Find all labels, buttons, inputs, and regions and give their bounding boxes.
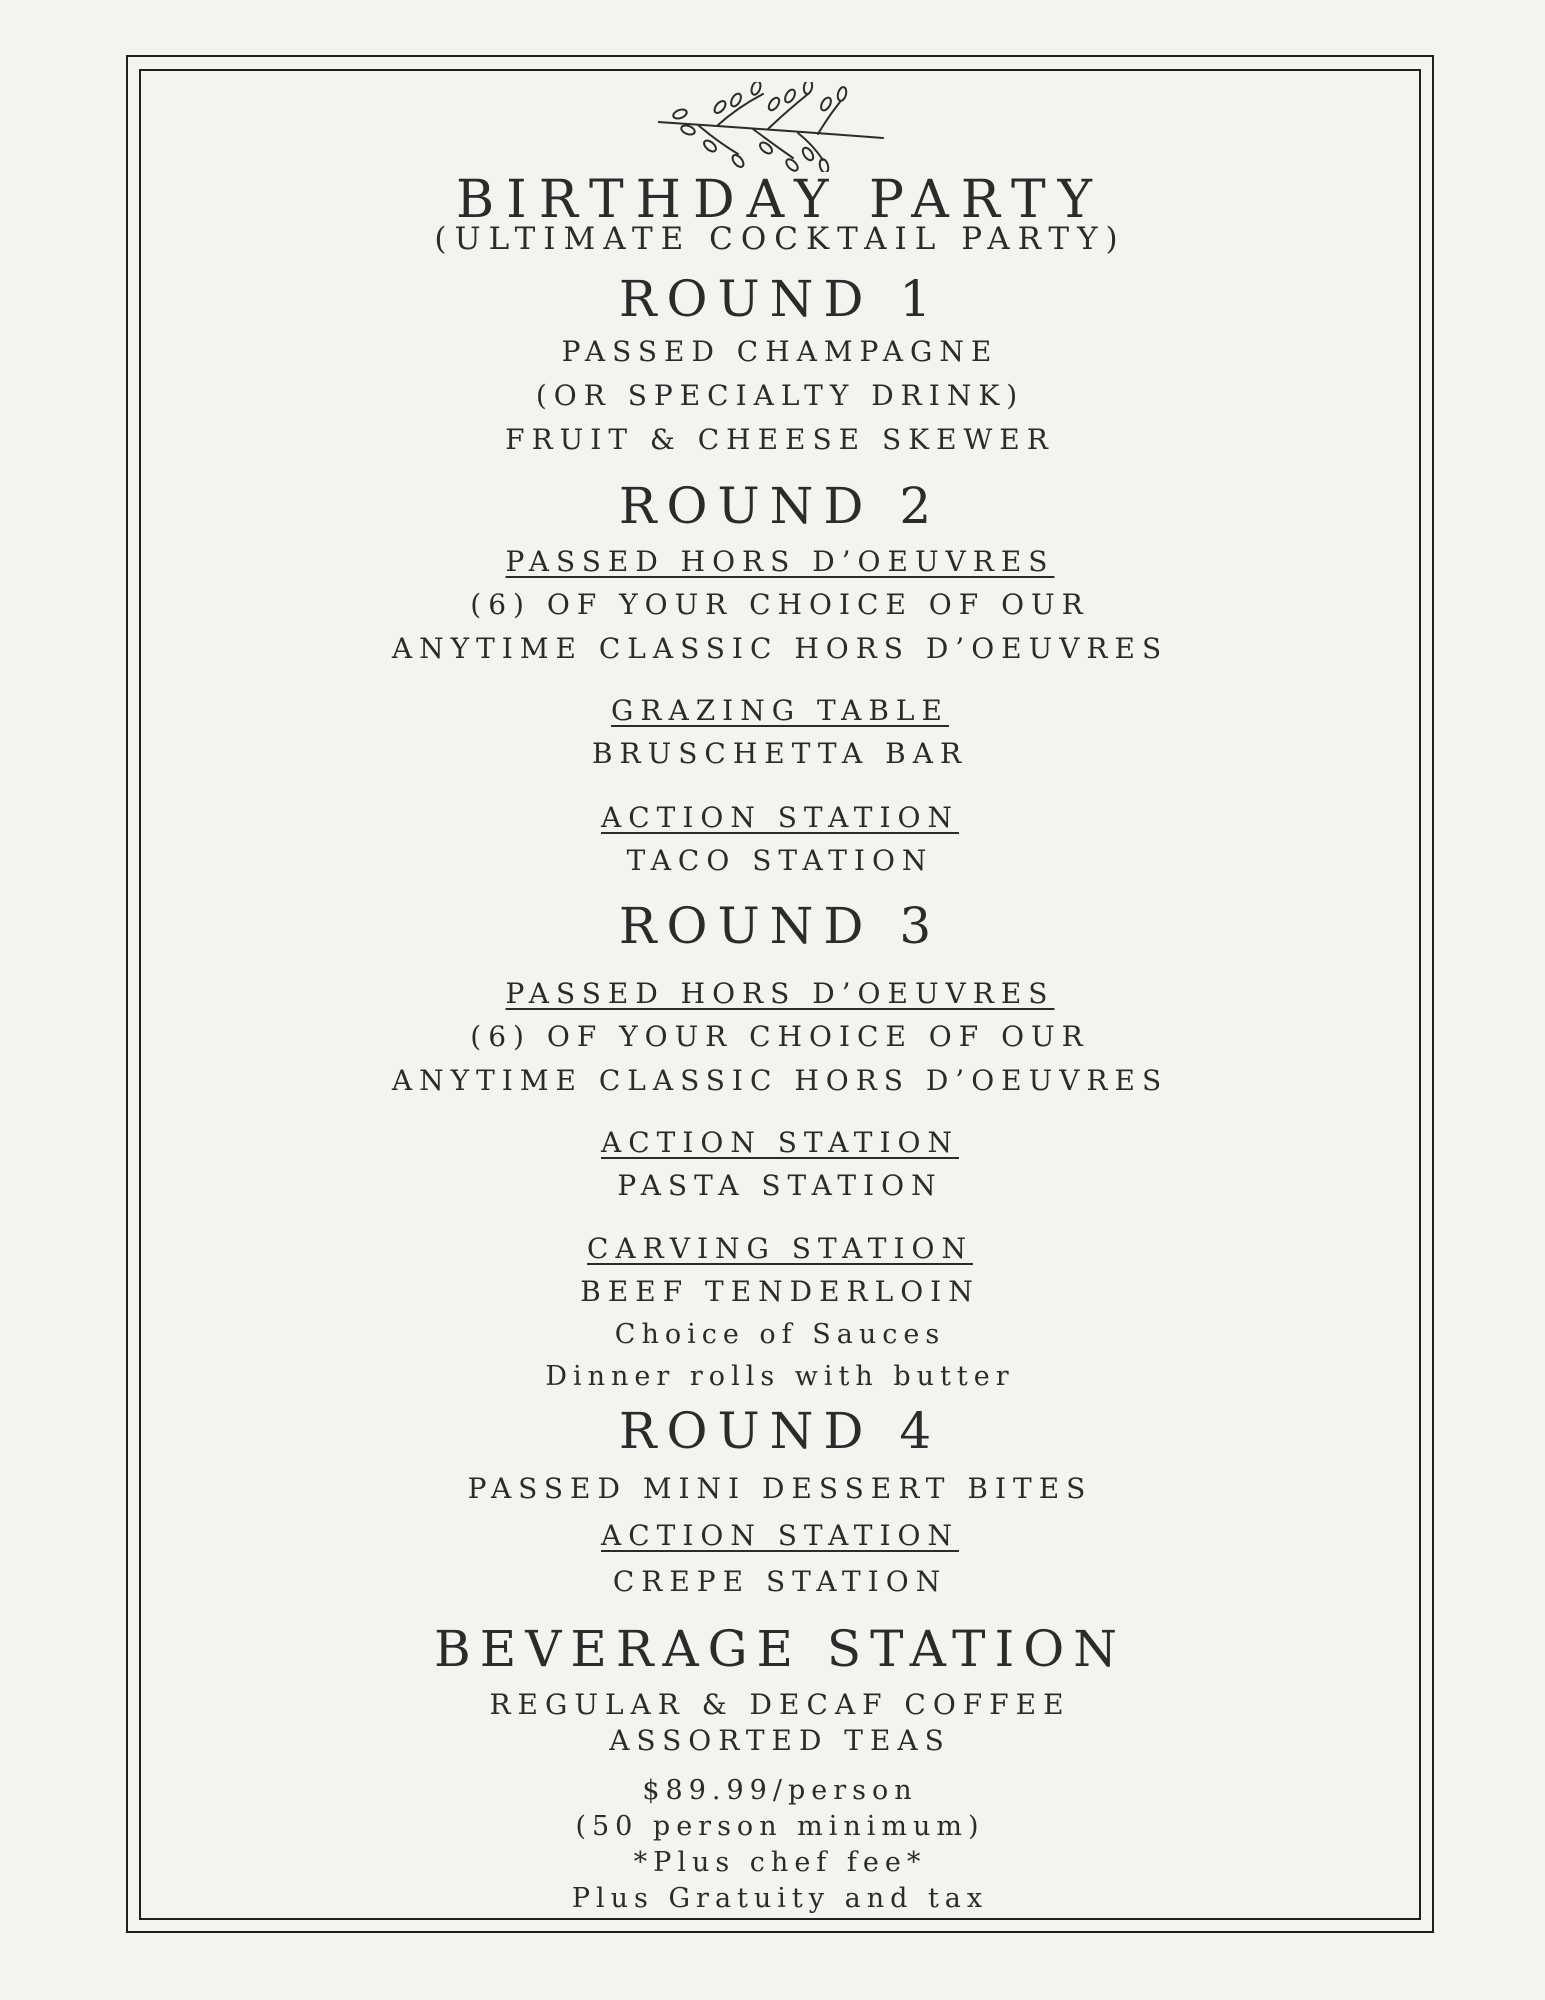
round-2-hors-line: (6) OF YOUR CHOICE OF OUR xyxy=(470,588,1090,621)
round-2-hors-heading: PASSED HORS D’OEUVRES xyxy=(505,545,1055,578)
round-2-action-heading: ACTION STATION xyxy=(601,801,959,834)
round-1-heading: ROUND 1 xyxy=(618,270,942,328)
round-3-carving-note: Dinner rolls with butter xyxy=(545,1361,1015,1392)
round-3-carving-item: BEEF TENDERLOIN xyxy=(580,1275,980,1308)
round-2-hors-line: ANYTIME CLASSIC HORS D’OEUVRES xyxy=(391,632,1169,665)
round-3-action-heading: ACTION STATION xyxy=(601,1126,959,1159)
leaf-sprig-icon xyxy=(658,82,886,172)
round-2-grazing-item: BRUSCHETTA BAR xyxy=(591,737,969,770)
round-2-grazing-heading: GRAZING TABLE xyxy=(611,694,949,727)
round-3-action-item: PASTA STATION xyxy=(617,1169,943,1202)
round-3-hors-heading: PASSED HORS D’OEUVRES xyxy=(505,977,1055,1010)
round-2-action-item: TACO STATION xyxy=(626,844,934,877)
round-4-action-heading: ACTION STATION xyxy=(601,1519,959,1552)
round-4-heading: ROUND 4 xyxy=(618,1402,942,1460)
round-3-carving-heading: CARVING STATION xyxy=(587,1232,973,1265)
round-1-item: FRUIT & CHEESE SKEWER xyxy=(505,423,1055,456)
round-3-carving-note: Choice of Sauces xyxy=(614,1319,946,1350)
beverage-item: REGULAR & DECAF COFFEE xyxy=(489,1688,1071,1721)
menu-title: BIRTHDAY PARTY xyxy=(455,170,1105,230)
round-2-heading: ROUND 2 xyxy=(618,477,942,535)
round-1-item: (OR SPECIALTY DRINK) xyxy=(535,379,1025,412)
round-4-item: PASSED MINI DESSERT BITES xyxy=(467,1472,1093,1505)
round-3-heading: ROUND 3 xyxy=(618,897,942,955)
person-minimum: (50 person minimum) xyxy=(575,1811,985,1842)
beverage-item: ASSORTED TEAS xyxy=(609,1724,951,1757)
round-1-item: PASSED CHAMPAGNE xyxy=(561,335,999,368)
chef-fee-note: *Plus chef fee* xyxy=(633,1847,927,1878)
price-per-person: $89.99/person xyxy=(642,1775,918,1806)
round-4-action-item: CREPE STATION xyxy=(612,1565,948,1598)
menu-subtitle: (ULTIMATE COCKTAIL PARTY) xyxy=(434,221,1126,257)
round-3-hors-line: (6) OF YOUR CHOICE OF OUR xyxy=(470,1020,1090,1053)
beverage-heading: BEVERAGE STATION xyxy=(433,1620,1127,1678)
round-3-hors-line: ANYTIME CLASSIC HORS D’OEUVRES xyxy=(391,1064,1169,1097)
gratuity-tax-note: Plus Gratuity and tax xyxy=(571,1883,989,1914)
